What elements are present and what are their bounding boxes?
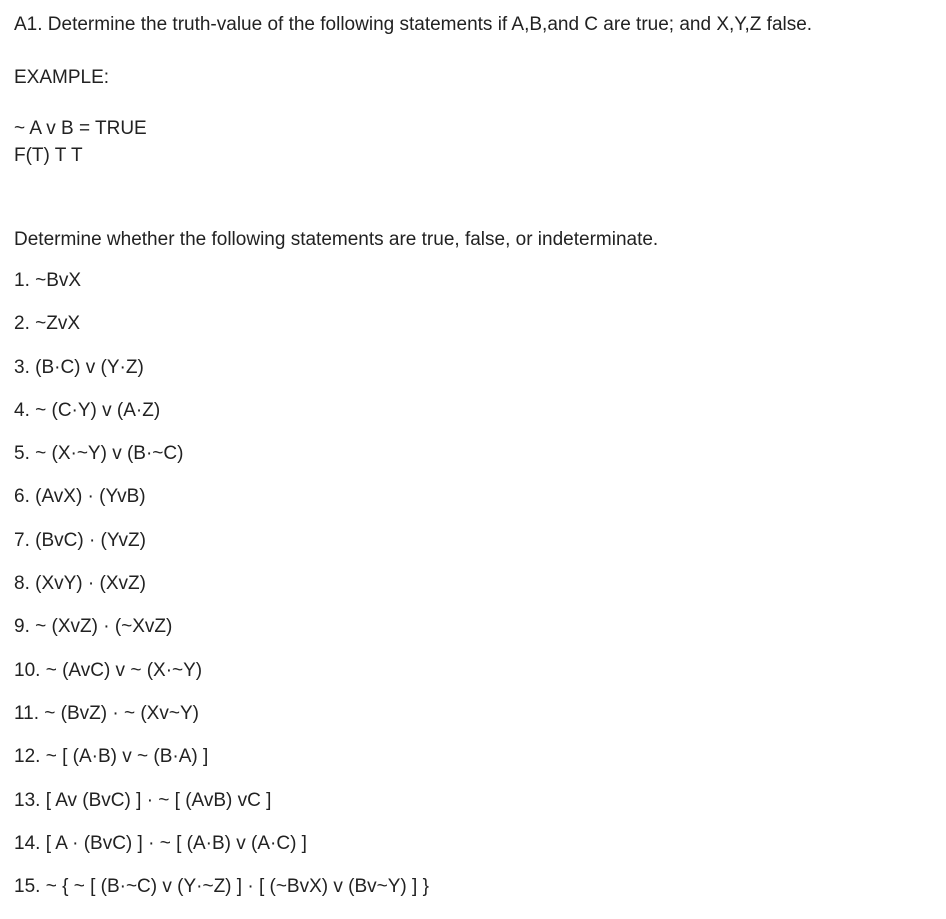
statement-item: 15. ~ { ~ [ (B·~C) v (Y·~Z) ] · [ (~BvX) v (Bv~Y) ] } xyxy=(14,876,429,898)
example-label: EXAMPLE: xyxy=(14,67,110,88)
statement-item: 4. ~ (C·Y) v (A·Z) xyxy=(14,399,161,421)
instruction-text: Determine whether the following statements are true, false, or indeterminate. xyxy=(14,229,659,250)
statement-item: 11. ~ (BvZ) · ~ (Xv~Y) xyxy=(14,702,199,724)
statement-item: 10. ~ (AvC) v ~ (X·~Y) xyxy=(14,659,203,681)
statement-item: 3. (B·C) v (Y·Z) xyxy=(14,356,144,378)
statement-item: 2. ~ZvX xyxy=(14,313,80,335)
example-line-2: F(T) T T xyxy=(14,145,83,166)
statement-item: 9. ~ (XvZ) · (~XvZ) xyxy=(14,616,173,638)
statement-item: 8. (XvY) · (XvZ) xyxy=(14,573,146,595)
statement-item: 1. ~BvX xyxy=(14,270,82,291)
statement-item: 12. ~ [ (A·B) v ~ (B·A) ] xyxy=(14,746,209,768)
statement-item: 6. (AvX) · (YvB) xyxy=(14,486,146,508)
statement-item: 7. (BvC) · (YvZ) xyxy=(14,529,146,551)
question-title: A1. Determine the truth-value of the following statements if A,B,and C are true; and X,Y,Z false. xyxy=(14,14,813,35)
statement-item: 14. [ A · (BvC) ] · ~ [ (A·B) v (A·C) ] xyxy=(14,832,307,854)
example-line-1: ~ A v B = TRUE xyxy=(14,118,147,139)
statement-item: 13. [ Av (BvC) ] · ~ [ (AvB) vC ] xyxy=(14,789,272,811)
statement-item: 5. ~ (X·~Y) v (B·~C) xyxy=(14,443,184,465)
statement-list xyxy=(14,270,429,919)
